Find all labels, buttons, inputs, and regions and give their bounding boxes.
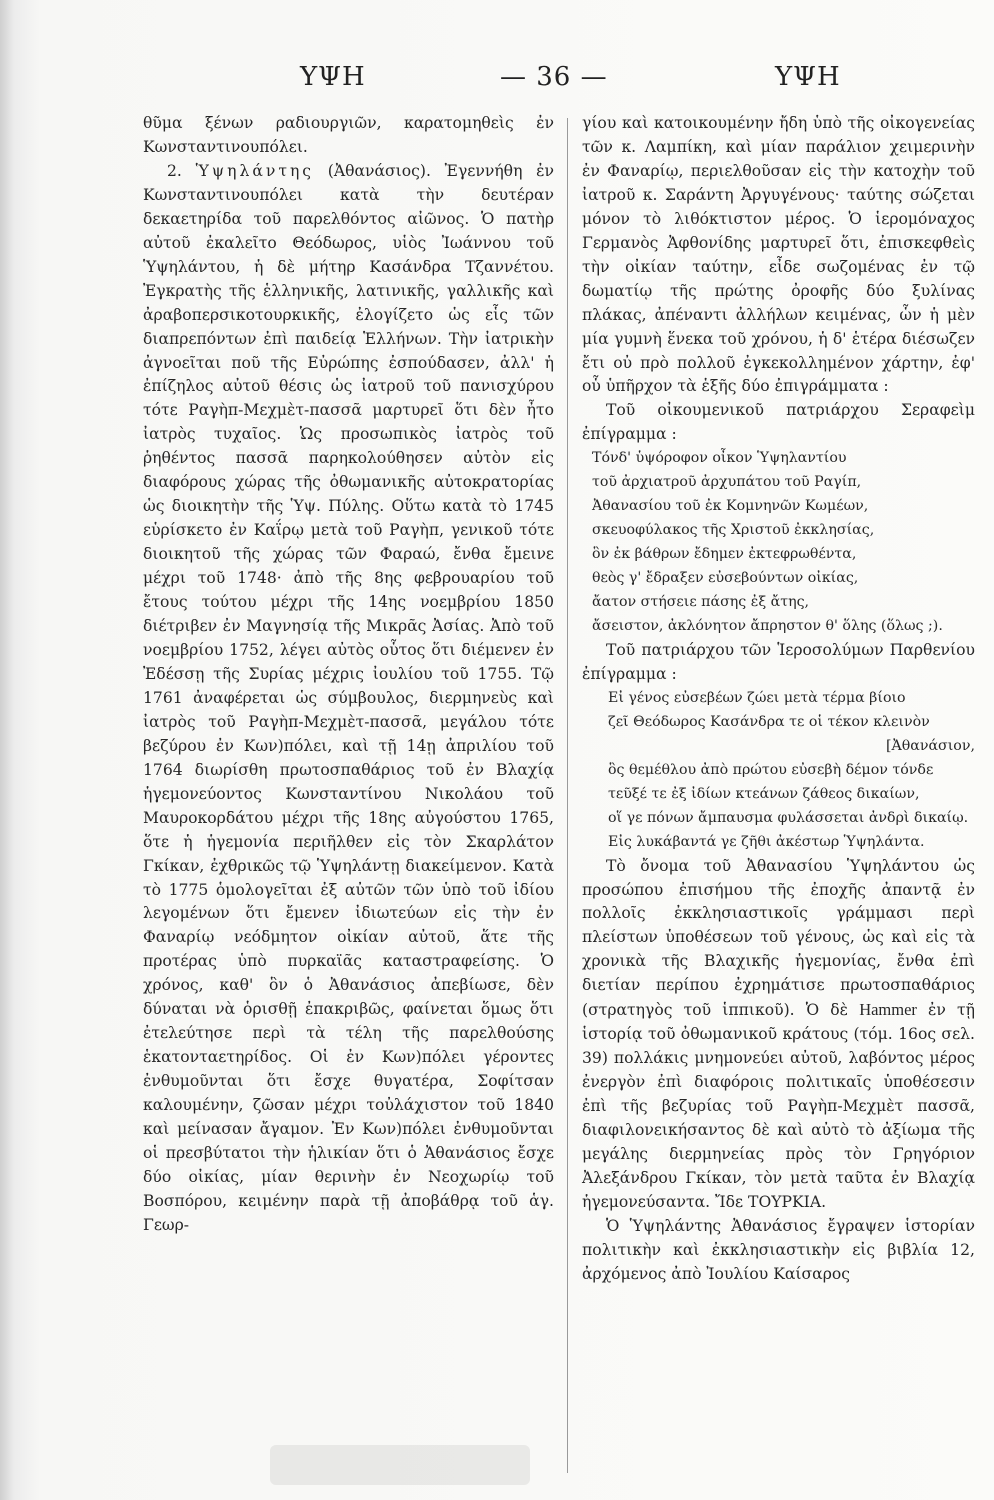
paragraph-history: Ὁ Ὑψηλάντης Ἀθανάσιος ἔγραψεν ἱστορίαν πολιτικὴν καὶ ἐκκλησιαστικὴν εἰς βιβλία 12, ἀρχόμενος ἀπὸ Ἰουλίου Καίσαρος: [582, 1216, 975, 1283]
paragraph-continuation: θῦμα ξένων ραδιουργιῶν, καρατομηθεὶς ἐν Κωνσταντινουπόλει.: [143, 114, 554, 156]
page-number: — 36 —: [500, 62, 608, 92]
paragraph-text: ἐν τῇ ἱστορίᾳ τοῦ ὀθωμανικοῦ κράτους (τόμ. 16ος σελ. 39) πολλάκις μνημονεύει αὐτοῦ, λαβόντος μέρος ἐνεργὸν ἐπὶ διαφόροις πολιτικαῖς ὑποθέσεσιν ἐπὶ τῆς βεζυρίας τοῦ Ραγὴπ-Μεχμὲτ πασσᾶ, διαφιλονεικήσαντος δὲ καὶ αὐτὸ τὸ ἀξίωμα τῆς μεγάλης διερμηνείας πρὸς τὸν Γρηγόριον Ἀλεξάνδρου Γκίκαν, τὸν μετὰ ταῦτα ἐν Βλαχίᾳ ἡγεμονεύσαντα. Ἴδε ΤΟΥΡΚΙΑ.: [582, 1001, 976, 1211]
latin-name: Hammer: [859, 1000, 917, 1020]
epigram-parthenios: [582, 687, 975, 855]
epigram-line: Εἰς λυκάβαντά γε ζῆθι ἀκέστωρ Ὑψηλάντα.: [608, 833, 925, 850]
entry-headword: Ὑψηλάντης: [195, 161, 315, 180]
paragraph-name-mentions: [582, 855, 975, 1215]
running-head-left: ΥΨΗ: [300, 62, 366, 92]
epigram-line: Τόνδ' ὑψόροφον οἶκον Ὑψηλαντίου: [592, 450, 847, 467]
epigram-line: τοῦ ἀρχιατροῦ ἀρχυπάτου τοῦ Ραγίπ,: [592, 474, 862, 491]
epigram-line: Εἰ γένος εὐσεβέων ζώει μετὰ τέρμα βίοιο: [608, 689, 906, 706]
epigram-line: θεὸς γ' ἔδραξεν εὐσεβούντων οἰκίας,: [592, 570, 859, 587]
epigram-line: Ἀθανασίου τοῦ ἐκ Κομνηνῶν Κωμέων,: [592, 498, 869, 515]
paragraph-text: Τὸ ὄνομα τοῦ Ἀθανασίου Ὑψηλάντου ὡς προσώπου ἐπισήμου τῆς ἐποχῆς ἀπαντᾷ ἐν πολλοῖς ἐκκλησιαστικοῖς γράμμασι περὶ πλείστων ὑποθέσεων τοῦ γένους, ὡς καὶ εἰς τὰ χρονικὰ τῆς Βλαχικῆς ἡγεμονίας, ἔνθα ἐπὶ διετίαν περίπου ἐχρημάτισε πρωτοσπαθάριος (στρατηγὸς τοῦ ἱππικοῦ). Ὁ δὲ: [582, 856, 975, 1020]
epigram-line: τεῦξέ τε ἐξ ἰδίων κτεάνων ζάθεος δικαίων,: [608, 785, 920, 802]
entry-athanasios: [143, 160, 554, 1238]
left-column: [143, 112, 554, 1238]
running-head-right: ΥΨΗ: [775, 62, 841, 92]
epigram-line-turnover: [Ἀθανάσιον,: [885, 737, 975, 754]
epigram-line: οἵ γε πόνων ἄμπαυσμα φυλάσσεται ἀνδρὶ δικαίῳ.: [608, 809, 969, 826]
epigram-heading-seraphim: Τοῦ οἰκουμενικοῦ πατριάρχου Σεραφεὶμ ἐπίγραμμα :: [582, 401, 975, 444]
epigram-line: σκευοφύλακος τῆς Χριστοῦ ἐκκλησίας,: [592, 522, 875, 539]
right-column: [582, 112, 975, 1287]
epigram-line: ὃν ἐκ βάθρων ἔδημεν ἐκτεφρωθέντα,: [592, 546, 857, 563]
epigram-line: ἄατον στήσειε πάσης ἐξ ἄτης,: [592, 594, 810, 611]
entry-number: 2.: [167, 161, 182, 180]
epigram-heading-parthenios: Τοῦ πατριάρχου τῶν Ἱεροσολύμων Παρθενίου ἐπίγραμμα :: [582, 640, 975, 683]
epigram-line: ζεῖ Θεόδωρος Κασάνδρα τε οἱ τέκον κλεινὸν: [608, 713, 930, 730]
paragraph-continuation-right: γίου καὶ κατοικουμένην ἤδη ὑπὸ τῆς οἰκογενείας τῶν κ. Λαμπίκη, καὶ μίαν παράλιον χειμερινὴν ἐν Φαναρίῳ, περιελθοῦσαν εἰς τὴν κατοχὴν τοῦ ἰατροῦ κ. Σαράντη Ἀργυγένους· ταύτης σώζεται μόνον τὸ λιθόκτιστον μέρος. Ὁ ἱερομόναχος Γερμανὸς Ἀφθονίδης μαρτυρεῖ ὅτι, ἐπισκεφθεὶς τὴν οἰκίαν ταύτην, εἶδε σωζομένας ἐν τῷ δωματίῳ τῆς πρώτης ὀροφῆς δύο ξυλίνας πλάκας, ἀπέναντι ἀλλήλων κειμένας, ὧν ἡ μὲν μία γυμνὴ ἕνεκα τοῦ χρόνου, ἡ δ' ἑτέρα διέσωζεν ἔτι οὐ πρὸ πολλοῦ ἐγκεκολλημένον χάρτην, ἐφ' οὗ ὑπῆρχον τὰ ἑξῆς δύο ἐπιγράμματα :: [582, 114, 975, 396]
epigram-seraphim: [582, 447, 975, 639]
library-stamp-faint: [270, 1445, 530, 1485]
epigram-line: ἄσειστον, ἀκλόνητον ἄπρηστον θ' ὅλης (ὅλως ;).: [592, 618, 943, 635]
epigram-line: ὃς θεμέθλου ἀπὸ πρώτου εὐσεβὴ δέμον τόνδε: [608, 761, 934, 778]
running-head: [0, 52, 994, 102]
entry-text: (Ἀθανάσιος). Ἐγεννήθη ἐν Κωνσταντινουπόλει κατὰ τὴν δευτέραν δεκαετηρίδα τοῦ παρελθόντος αἰῶνος. Ὁ πατὴρ αὐτοῦ ἐκαλεῖτο Θεόδωρος, υἱὸς Ἰωάννου τοῦ Ὑψηλάντου, ἡ δὲ μήτηρ Κασάνδρα Τζαννέτου. Ἐγκρατὴς τῆς ἑλληνικῆς, λατινικῆς, γαλλικῆς καὶ ἀραβοπερσικοτουρκικῆς, ἐλογίζετο ὡς εἷς τῶν διαπρεπόντων ἐπὶ παιδείᾳ Ἑλλήνων. Τὴν ἰατρικὴν ἀγνοεῖται ποῦ τῆς Εὐρώπης ἐσπούδασεν, ἀλλ' ἡ ἐπίζηλος αὐτοῦ θέσις ὡς ἰατροῦ τοῦ πανισχύρου τότε Ραγὴπ-Μεχμὲτ-πασσᾶ μαρτυρεῖ ὅτι δὲν ἦτο ἰατρὸς τυχαῖος. Ὡς προσωπικὸς ἰατρὸς τοῦ ῥηθέντος πασσᾶ παρηκολούθησεν αὐτὸν εἰς διαφόρους χώρας τῆς ὀθωμανικῆς αὐτοκρατορίας ὡς διοικητὴν τῆς Ὑψ. Πύλης. Οὕτω κατὰ τὸ 1745 εὑρίσκετο ἐν Καΐρῳ μετὰ τοῦ Ραγὴπ, γενικοῦ τότε διοικητοῦ τῆς χώρας τῶν Φαραώ, ἔνθα ἔμεινε μέχρι τοῦ 1748· ἀπὸ τῆς 8ης φεβρουαρίου τοῦ ἔτους τούτου μέχρι τῆς 14ης νοεμβρίου 1850 διέτριβεν ἐν Μαγνησίᾳ τῆς Μικρᾶς Ἀσίας. Ἀπὸ τοῦ νοεμβρίου 1752, λέγει αὐτὸς οὗτος ὅτι διέμενεν ἐν Ἐδέσσῃ τῆς Συρίας μέχρις ἰουλίου τοῦ 1755. Τῷ 1761 ἀναφέρεται ὡς σύμβουλος, διερμηνεὺς καὶ ἰατρὸς τοῦ Ραγὴπ-Μεχμὲτ-πασσᾶ, μεγάλου τότε βεζύρου ἐν Κων)πόλει, καὶ τῇ 14ῃ ἀπριλίου τοῦ 1764 διωρίσθη πρωτοσπαθάριος τοῦ ἐν Βλαχίᾳ ἡγεμονεύοντος Κωνσταντίνου Νικολάου τοῦ Μαυροκορδάτου μέχρι τῆς 18ης αὐγούστου 1765, ὅτε ἡ ἡγεμονία περιῆλθεν εἰς τὸν Σκαρλάτον Γκίκαν, ἐχθρικῶς τῷ Ὑψηλάντῃ διακείμενον. Κατὰ τὸ 1775 ὁμολογεῖται ἐξ αὐτῶν τῶν ὑπὸ τοῦ ἰδίου λεγομένων ὅτι ἔμενεν ἰδιωτεύων εἰς τὴν ἐν Φαναρίῳ νεόδμητον οἰκίαν αὐτοῦ, ἅτε τῆς προτέρας ὑπὸ πυρκαϊᾶς καταστραφείσης. Ὁ χρόνος, καθ' ὃν ὁ Ἀθανάσιος ἀπεβίωσε, δὲν δύναται νὰ ὁρισθῇ ἐπακριβῶς, φαίνεται ὅμως ὅτι ἐτελεύτησε περὶ τὰ τέλη τῆς παρελθούσης ἑκατονταετηρίδος. Οἱ ἐν Κων)πόλει γέροντες ἐνθυμοῦνται ὅτι ἔσχε θυγατέρα, Σοφίτσαν καλουμένην, ζῶσαν μέχρι τοὐλάχιστον τοῦ 1840 καὶ μείνασαν ἄγαμον. Ἐν Κων)πόλει ἐνθυμοῦνται οἱ πρεσβύτατοι τὴν ἡλικίαν ὅτι ὁ Ἀθανάσιος ἔσχε δύο οἰκίας, μίαν θερινὴν ἐν Νεοχωρίῳ τοῦ Βοσπόρου, κειμένην παρὰ τῇ ἀποβάθρᾳ τοῦ ἁγ. Γεωρ-: [143, 161, 554, 1234]
column-divider: [567, 118, 568, 1473]
